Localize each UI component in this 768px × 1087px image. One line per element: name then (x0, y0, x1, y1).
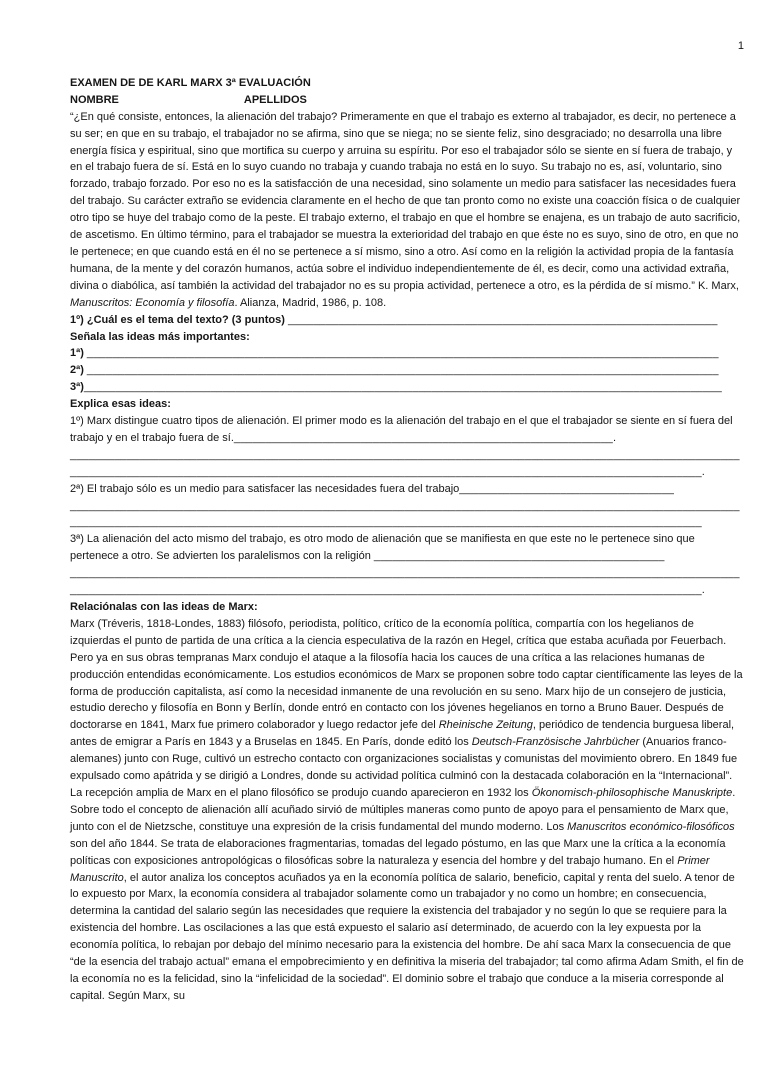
quote-paragraph (70, 109, 744, 312)
bold-text-run: 3ª) (70, 381, 84, 394)
text-run: son del año 1844. Se trata de elaboraciones fragmentarias, tomadas del legado póstumo, en las que Marx une la crítica a la economía políticas con exposiciones antropológicas o filosóficas sobre la naturaleza y esencia del hombre y del trabajo humano. En el (70, 837, 726, 867)
answer-blank: ____________________________________________________________________ (287, 313, 718, 326)
text-run: “¿En qué consiste, entonces, la alienación del trabajo? Primeramente en que el trabajo es externo al trabajador, es decir, no pertenece a su ser; en que en su trabajo, el trabajador no se afirma, sino que se niega; no se siente feliz, sino desgraciado; no desarrolla una libre energía física y espiritual, sino que mortifica su cuerpo y arruina su espíritu. Por eso el trabajador sólo se siente en sí fuera de trabajo, y en el trabajo fuera de sí. Está en lo suyo cuando no trabaja y cuando trabaja no está en lo suyo. Su trabajo no es, así, voluntario, sino forzado, trabajo forzado. Por eso no es la satisfacción de una necesidad, sino solamente un medio para satisfacer las necesidades fuera del trabajo. Su carácter extraño se evidencia claramente en el hecho de que tan pronto como no existe una coacción física o de cualquier otro tipo se huye del trabajo como de la peste. El trabajo externo, el trabajo en que el hombre se enajena, es un trabajo de auto sacrificio, de ascetismo. En último término, para el trabajador se muestra la exterioridad del trabajo en que éste no es suyo, sino de otro, en que no le pertenece; en que cuando está en él no se pertenece a sí mismo, sino a otro. Así como en la religión la actividad propia de la fantasía humana, de la mente y del corazón humanos, actúa sobre el individuo independientemente de él, es decir, como una actividad extraña, divina o diabólica, así también la actividad del trabajador no es su propia actividad, pertenece a otro, es la pérdida de sí mismo.” K. Marx, (70, 110, 741, 292)
question-1-line (70, 312, 744, 329)
answer-blank: _____________________________________________________________________________________________________ (83, 381, 722, 394)
italic-text-run: Manuscritos económico-filosóficos (567, 820, 735, 833)
text-run: . Alianza, Madrid, 1986, p. 108. (234, 296, 387, 309)
text-run: Marx (Tréveris, 1818-Londes, 1883) filósofo, periodista, político, crítico de la economía política, compartía con los hegelianos de izquierdas el punto de partida de una crítica a la ciencia especulativa de la razón en Hegel, crítica que estaba acuñada por Feuerbach. Pero ya en sus obras tempranas Marx condujo el ataque a la filosofía hacia los cauces de una crítica a las relaciones humanas de producción entendidas económicamente. Los estudios económicos de Marx se proponen sobre todo captar científicamente las leyes de la forma de producción capitalista, así como la necesidad inmanente de una revolución en su seno. Marx hijo de un consejero de justicia, estudio derecho y filosofía en Bonn y Berlín, donde entró en contacto con los jóvenes hegelianos en torno a Bruno Bauer. Después de doctorarse en 1841, Marx fue primero colaborador y luego redactor jefe del (70, 617, 743, 732)
answer-blank: ____________________________________________________________. (233, 431, 617, 444)
italic-text-run: Deutsch-Französische Jahrbücher (471, 736, 640, 749)
answer-blank-lines-2 (70, 498, 744, 532)
answer-blank: ______________________________________________________________________________________________________________________________________________________________________________________________________________. (70, 567, 740, 597)
explica-heading (70, 396, 744, 413)
text-run: . Sobre todo el concepto de alienación allí acuñado sirvió de múltiples maneras como punto de apoyo para el pensamiento de Marx que, junto con el de Nietzsche, constituye una expresión de la crisis fundamental del mundo moderno. Los (70, 786, 736, 833)
answer-blank-lines-3 (70, 565, 744, 599)
name-fields-line (70, 92, 744, 109)
text-run: 2ª) El trabajo sólo es un medio para satisfacer las necesidades fuera del trabajo (70, 482, 460, 495)
page-number: 1 (737, 40, 744, 52)
text-run: , el autor analiza los conceptos acuñados ya en la economía política de salario, beneficio, capital y renta del suelo. A tenor de lo expuesto por Marx, la economía considera al trabajador solamente como un trabajador y no como un hombre; en consecuencia, determina la cantidad del salario según las necesidades que requiere la existencia del trabajador y no según lo que se requiere para la existencia del hombre. Las oscilaciones a las que está expuesto el salario así determinado, de acuerdo con la ley expuesta por la economía política, lo rebajan por debajo del mínimo necesario para la existencia del hombre. De ahí saca Marx la consecuencia de que “de la esencia del trabajo actual” emana el empobrecimiento y en definitiva la miseria del trabajador; tal como afirma Adam Smith, el fin de la economía no es la felicidad, sino la “infelicidad de la sociedad”. El dominio sobre el trabajo que conduce a la miseria corresponde al capital. Según Marx, su (70, 871, 744, 1002)
italic-text-run: Manuscritos: Economía y filosofía (70, 296, 235, 309)
answer-blank: ______________________________________________________________________________________________________________________________________________________________________________________________________________. (70, 448, 740, 478)
text-run: 1º) Marx distingue cuatro tipos de alienación. El primer modo es la alienación del trabajo en el que el trabajador se siente en sí fuera del trabajo y en el trabajo fuera de sí. (70, 415, 733, 444)
answer-blank: __________________________________ (459, 482, 675, 495)
answer-blank-lines-1 (70, 447, 744, 481)
bold-text-run: Señala las ideas más importantes: (70, 330, 250, 343)
italic-text-run: Rheinische Zeitung (438, 719, 533, 732)
nombre-label: NOMBRE (70, 93, 119, 106)
document-body (70, 109, 744, 1005)
answer-blank: ______________________________________________________________________________________________________________________________________________________________________________________________________________ (70, 499, 740, 529)
explain-answer-2 (70, 481, 744, 498)
text-run: (Anuarios franco-alemanes) junto con Ruge, cultivó un estrecho contacto con organizaciones socialistas y comunistas del movimiento obrero. En 1849 fue expulsado como apátrida y se dirigió a Londres, donde su actividad política culminó con la destacada colaboración en la “Internacional”. La recepción amplia de Marx en el plano filosófico se produjo cuando aparecieron en 1932 los (70, 736, 738, 799)
explain-answer-3 (70, 531, 744, 565)
idea-blank-1 (70, 345, 744, 362)
marx-bio-paragraph (70, 616, 744, 1005)
idea-blank-3 (70, 379, 744, 396)
italic-text-run: Primer Manuscrito (70, 854, 710, 884)
idea-blank-2 (70, 362, 744, 379)
relacionalas-heading (70, 599, 744, 616)
senala-heading (70, 329, 744, 346)
explain-answer-1 (70, 413, 744, 447)
bold-text-run: Relaciónalas con las ideas de Marx: (70, 601, 258, 613)
bold-text-run: 1º) ¿Cuál es el tema del texto? (3 puntos) (70, 313, 288, 326)
answer-blank: ______________________________________________ (373, 550, 665, 563)
text-run: 3ª) La alienación del acto mismo del trabajo, es otro modo de alienación que se manifiesta en que este no le pertenece sino que pertenece a otro. Se advierten los paralelismos con la religión (70, 533, 695, 563)
exam-title: EXAMEN DE DE KARL MARX 3ª EVALUACIÓN (70, 76, 311, 89)
italic-text-run: Ökonomisch-philosophische Manuskripte (531, 786, 733, 799)
text-run: , periódico de tendencia burguesa liberal, antes de emigrar a París en 1843 y a Bruselas en 1845. En París, donde editó los (70, 719, 735, 749)
answer-blank: ____________________________________________________________________________________________________ (86, 364, 719, 377)
bold-text-run: Explica esas ideas: (70, 398, 171, 411)
bold-text-run: 1ª) (70, 347, 87, 360)
bold-text-run: 2ª) (70, 364, 87, 377)
answer-blank: ____________________________________________________________________________________________________ (86, 347, 719, 360)
apellidos-label: APELLIDOS (243, 93, 307, 106)
